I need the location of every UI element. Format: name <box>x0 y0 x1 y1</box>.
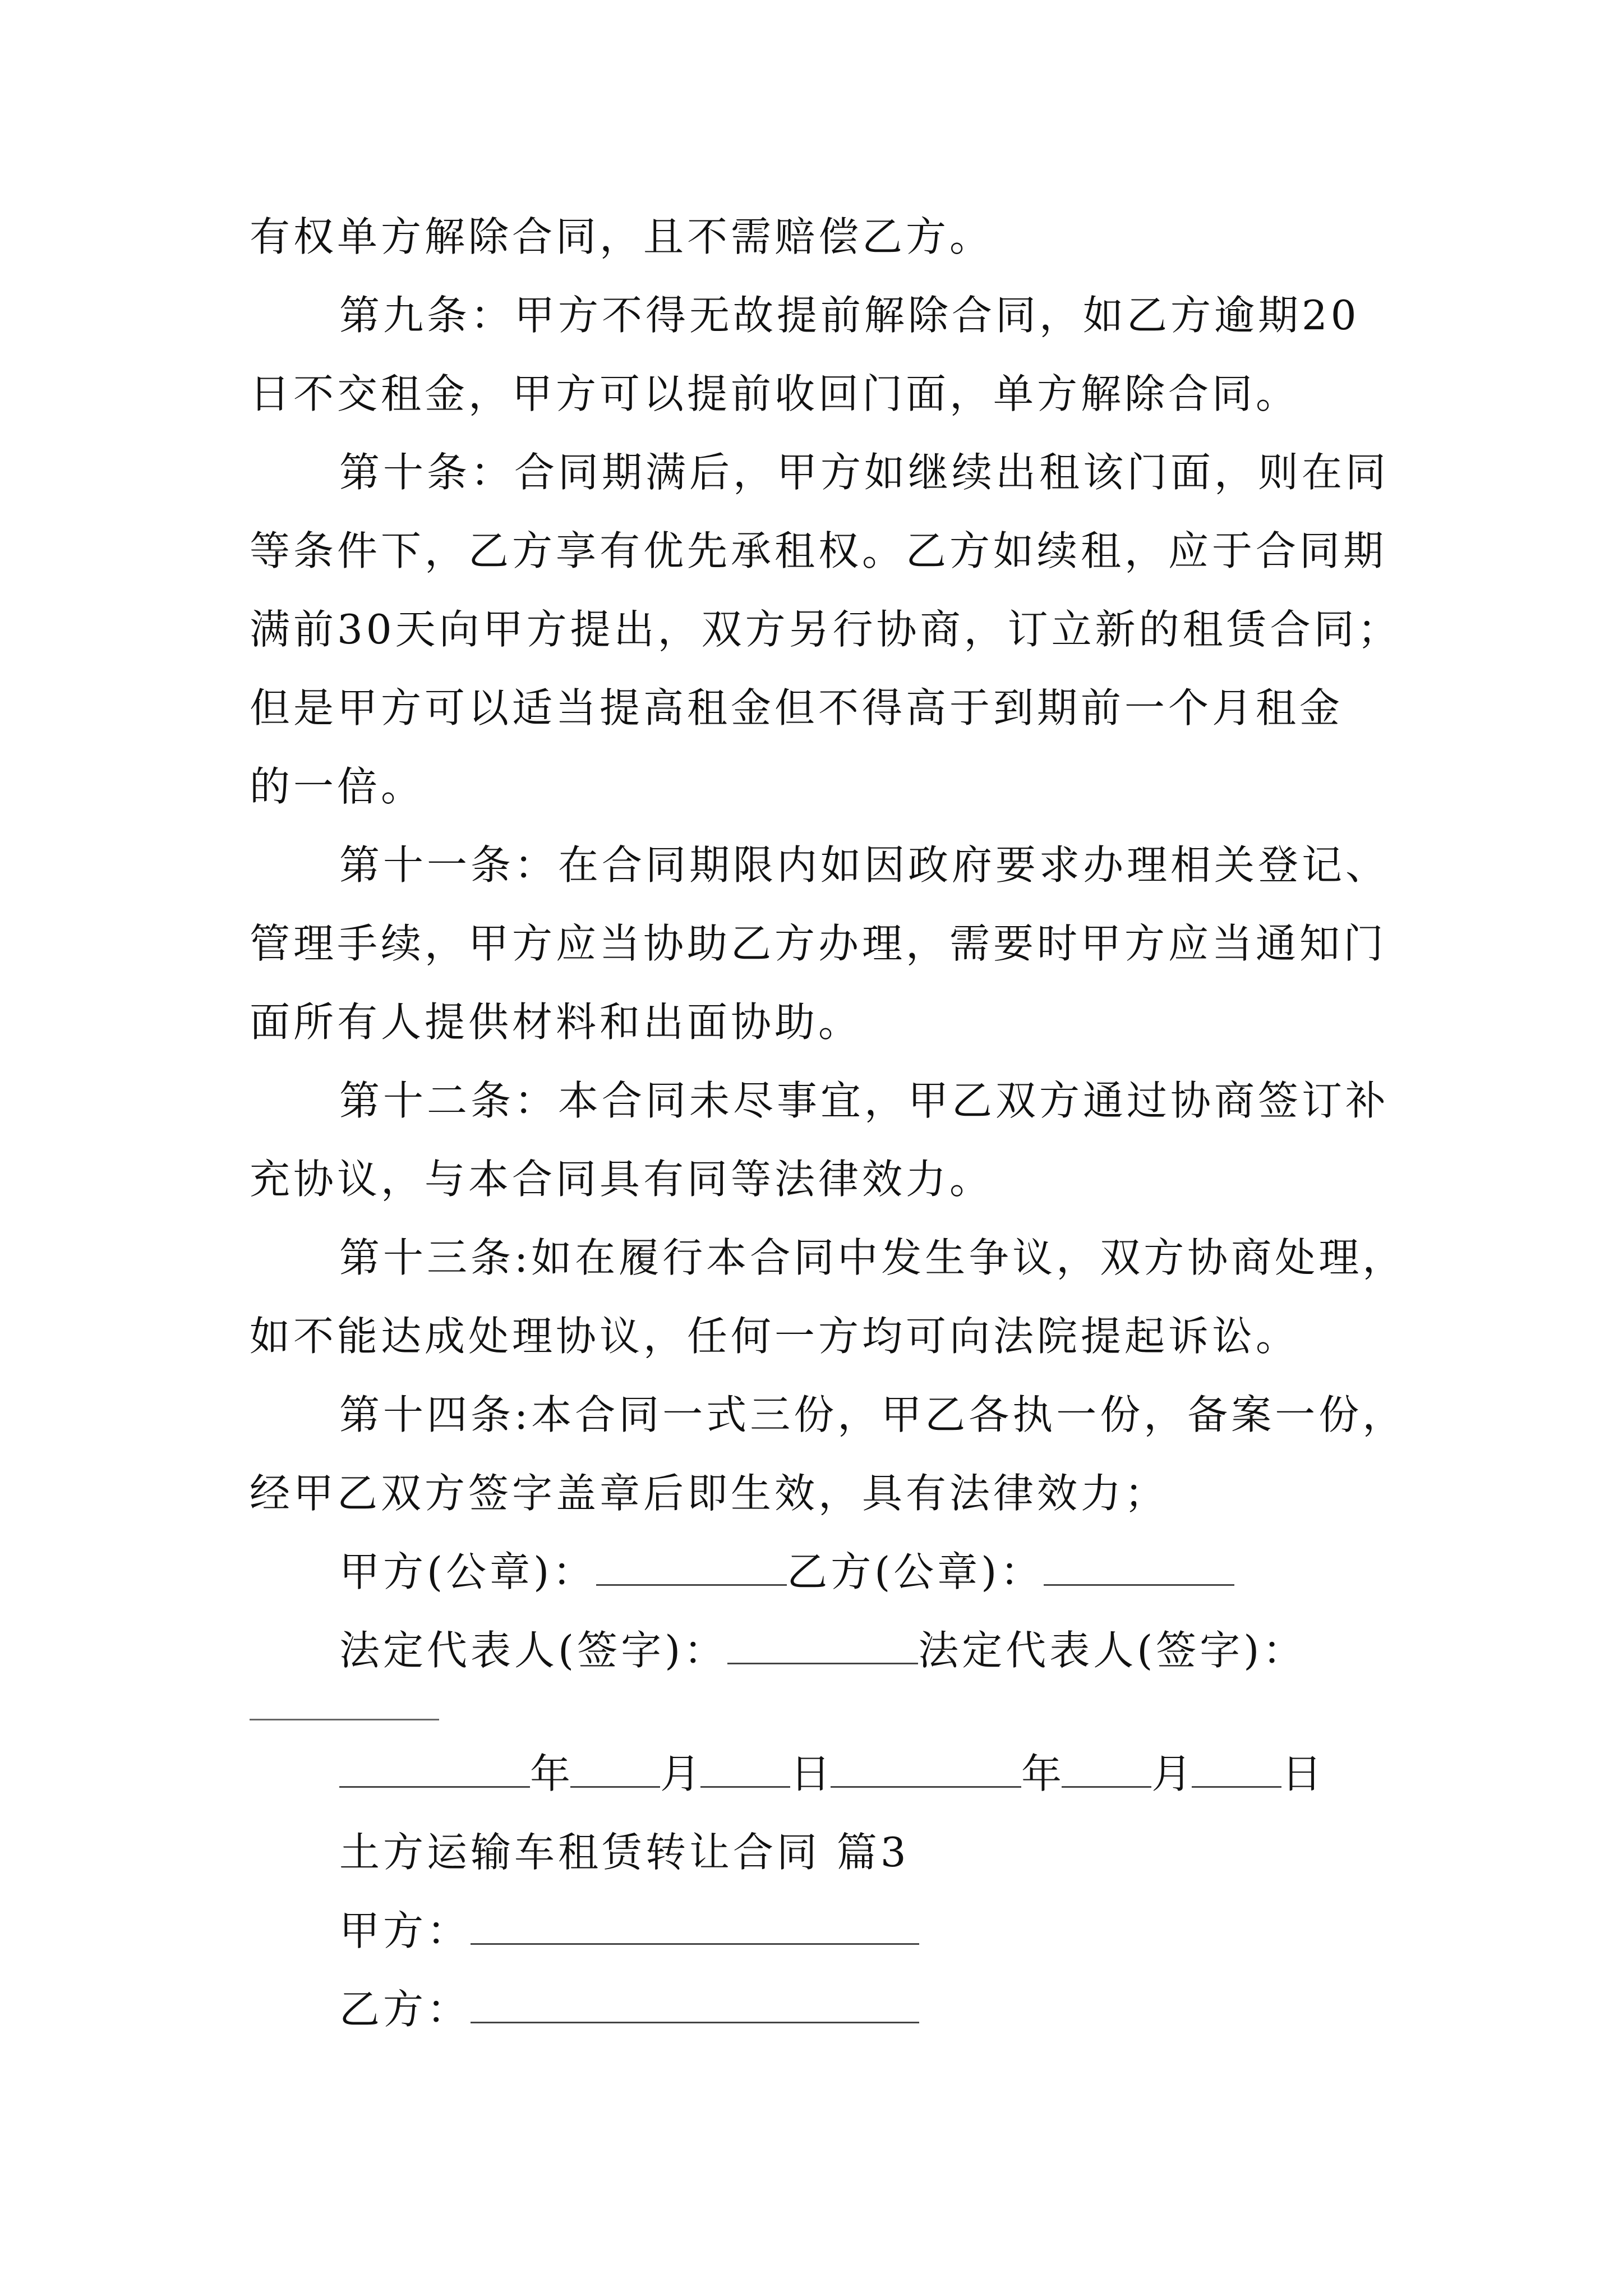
party-b-seal-label: 乙方(公章)： <box>787 1548 1044 1595</box>
date-a-month-blank <box>570 1747 660 1788</box>
party-a-seal-label: 甲方(公章)： <box>339 1548 597 1595</box>
date-b-month: 月 <box>1151 1750 1192 1797</box>
date-a-month: 月 <box>660 1750 701 1797</box>
clause-12-line: 第十二条：本合同未尽事宜，甲乙双方通过协商签订补 <box>339 1077 1390 1124</box>
next-party-b-line <box>339 1981 919 2037</box>
next-party-a-blank <box>471 1904 919 1945</box>
next-party-a-label: 甲方： <box>339 1907 471 1954</box>
paragraph-line: 面所有人提供材料和出面协助。 <box>250 999 863 1046</box>
clause-13-line: 第十三条:如在履行本合同中发生争议，双方协商处理， <box>339 1234 1407 1281</box>
paragraph-line: 经甲乙双方签字盖章后即生效，具有法律效力； <box>250 1470 1169 1517</box>
paragraph-line: 管理手续，甲方应当协助乙方办理，需要时甲方应当通知门 <box>250 920 1387 967</box>
rep-b-blank <box>250 1719 439 1720</box>
paragraph-line: 的一倍。 <box>250 763 425 810</box>
representative-line <box>339 1622 1306 1678</box>
clause-11-line: 第十一条：在合同期限内如因政府要求办理相关登记、 <box>339 841 1390 889</box>
clause-10-line: 第十条：合同期满后，甲方如继续出租该门面，则在同 <box>339 449 1390 496</box>
next-party-a-line <box>339 1903 919 1959</box>
party-b-seal-blank <box>1044 1545 1234 1586</box>
paragraph-line: 充协议，与本合同具有同等法律效力。 <box>250 1156 994 1203</box>
date-b-day: 日 <box>1281 1750 1322 1797</box>
section-title: 土方运输车租赁转让合同 篇3 <box>339 1829 910 1876</box>
paragraph-line: 等条件下，乙方享有优先承租权。乙方如续租，应于合同期 <box>250 527 1387 574</box>
rep-a-blank <box>727 1623 918 1664</box>
date-line <box>339 1746 1322 1802</box>
date-a-day: 日 <box>790 1750 831 1797</box>
party-a-seal-blank <box>596 1545 787 1586</box>
paragraph-line: 满前30天向甲方提出，双方另行协商，订立新的租赁合同； <box>250 606 1401 653</box>
paragraph-line: 日不交租金，甲方可以提前收回门面，单方解除合同。 <box>250 370 1300 417</box>
seal-line <box>339 1544 1234 1600</box>
rep-a-label: 法定代表人(签字)： <box>339 1627 728 1674</box>
date-b-day-blank <box>1192 1747 1281 1788</box>
date-a-year: 年 <box>530 1750 571 1797</box>
paragraph-line: 有权单方解除合同，且不需赔偿乙方。 <box>250 213 994 260</box>
paragraph-line: 如不能达成处理协议，任何一方均可向法院提起诉讼。 <box>250 1313 1300 1360</box>
date-b-year-blank <box>831 1747 1021 1788</box>
clause-9-line: 第九条：甲方不得无故提前解除合同，如乙方逾期20 <box>339 292 1360 339</box>
next-party-b-blank <box>471 1982 919 2023</box>
next-party-b-label: 乙方： <box>339 1986 471 2033</box>
date-a-year-blank <box>339 1747 530 1788</box>
date-a-day-blank <box>700 1747 790 1788</box>
clause-14-line: 第十四条:本合同一式三份，甲乙各执一份，备案一份， <box>339 1391 1407 1438</box>
date-b-month-blank <box>1062 1747 1151 1788</box>
paragraph-line: 但是甲方可以适当提高租金但不得高于到期前一个月租金 <box>250 684 1344 731</box>
date-b-year: 年 <box>1021 1750 1062 1797</box>
rep-b-label: 法定代表人(签字)： <box>918 1627 1307 1674</box>
